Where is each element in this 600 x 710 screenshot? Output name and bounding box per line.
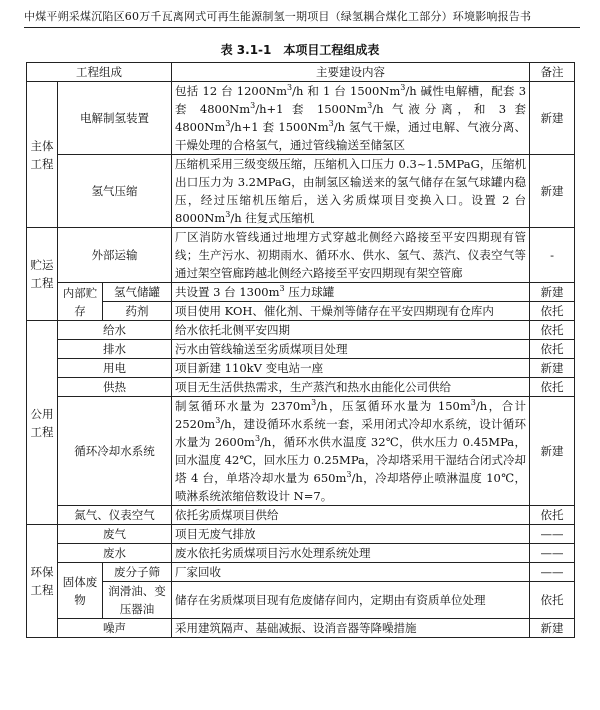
row-content: 污水由管线输送至劣质煤项目处理 <box>172 340 530 359</box>
row-note: 依托 <box>530 378 575 397</box>
row-name: 电解制氢装置 <box>58 82 172 155</box>
row-note: 新建 <box>530 359 575 378</box>
row-name: 润滑油、变压器油 <box>103 582 172 619</box>
group-public: 公用工程 <box>27 321 58 525</box>
row-content: 厂区消防水管线通过地埋方式穿越北侧经六路接至平安四期现有管线；生产污水、初期雨水、循环水、供水、氢气、蒸汽、仪表空气等通过架空管廊跨越北侧经六路接至平安四期现有架空管廊 <box>172 228 530 283</box>
table-row <box>27 321 575 340</box>
group-env: 环保工程 <box>27 525 58 638</box>
row-name: 供热 <box>58 378 172 397</box>
table-row <box>27 378 575 397</box>
row-note: —— <box>530 563 575 582</box>
row-name: 循环冷却水系统 <box>58 397 172 506</box>
table-header-row <box>27 63 575 82</box>
row-name: 用电 <box>58 359 172 378</box>
row-note: 新建 <box>530 619 575 638</box>
table-row <box>27 544 575 563</box>
row-name: 排水 <box>58 340 172 359</box>
row-note: 依托 <box>530 321 575 340</box>
row-note: 新建 <box>530 155 575 228</box>
row-name: 氮气、仪表空气 <box>58 506 172 525</box>
table-row <box>27 359 575 378</box>
row-name: 废分子筛 <box>103 563 172 582</box>
subgroup-inner-storage: 内部贮存 <box>58 283 103 321</box>
table-row <box>27 302 575 321</box>
row-note: 新建 <box>530 283 575 302</box>
header-composition: 工程组成 <box>27 63 172 82</box>
row-content: 给水依托北侧平安四期 <box>172 321 530 340</box>
header-divider <box>24 27 580 28</box>
row-note: —— <box>530 525 575 544</box>
table-row <box>27 582 575 619</box>
row-content: 依托劣质煤项目供给 <box>172 506 530 525</box>
row-note: 新建 <box>530 397 575 506</box>
row-content: 项目新建 110kV 变电站一座 <box>172 359 530 378</box>
table-row <box>27 619 575 638</box>
row-note: 依托 <box>530 506 575 525</box>
row-content: 废水依托劣质煤项目污水处理系统处理 <box>172 544 530 563</box>
row-content: 项目无废气排放 <box>172 525 530 544</box>
header-note: 备注 <box>530 63 575 82</box>
table-row <box>27 228 575 283</box>
document-running-header: 中煤平朔采煤沉陷区60万千瓦离网式可再生能源制氢一期项目（绿氢耦合煤化工部分）环境影响报告书 <box>24 10 532 23</box>
table-row <box>27 506 575 525</box>
table-row <box>27 397 575 506</box>
row-name: 给水 <box>58 321 172 340</box>
row-name: 噪声 <box>58 619 172 638</box>
subgroup-solid-waste: 固体废物 <box>58 563 103 619</box>
row-note: - <box>530 228 575 283</box>
table-row <box>27 563 575 582</box>
table-row <box>27 525 575 544</box>
group-storage: 贮运工程 <box>27 228 58 321</box>
row-name: 氢气储罐 <box>103 283 172 302</box>
project-composition-table <box>26 62 575 638</box>
row-content: 包括 12 台 1200Nm$^3$/h 和 1 台 1500Nm$^3$/h 碱性电解槽，配套 3 套 $4800Nm^3/h+1$ 套 1500Nm$^3$/h 气液分离，和 3 套 $4800Nm^3/h+1$ 套 1500Nm$^3$/h 氢气干燥，通过电解、气液分离、干燥处理的合格氢气，通过管线输送至储氢区 <box>172 82 530 155</box>
row-content: 项目使用 KOH、催化剂、干燥剂等储存在平安四期现有仓库内 <box>172 302 530 321</box>
row-name: 外部运输 <box>58 228 172 283</box>
row-note: —— <box>530 544 575 563</box>
row-content: 厂家回收 <box>172 563 530 582</box>
row-note: 依托 <box>530 340 575 359</box>
group-main: 主体工程 <box>27 82 58 228</box>
table-caption: 表 3.1-1 本项目工程组成表 <box>220 43 380 57</box>
row-note: 新建 <box>530 82 575 155</box>
row-name: 废水 <box>58 544 172 563</box>
header-content: 主要建设内容 <box>172 63 530 82</box>
row-note: 依托 <box>530 302 575 321</box>
row-content: 制氢循环水量为 $2370m^3/h$，压氢循环水量为 $150m^3/h$，合计 $2520m^3/h$，建设循环水系统一套，采用闭式冷却水系统，设计循环水量为 $2600m^3/h$，循环水供水温度 32℃，供水压力 0.45MPa，回水温度 42℃，回水压力 0.25MPa，冷却塔采用干湿结合闭式冷却塔 4 台，单塔冷却水量为 $650m^3/h$，冷却塔停止喷淋温度 10℃，喷淋系统浓缩倍数设计 N=7。 <box>172 397 530 506</box>
row-content: 共设置 3 台 $1300m^3$ 压力球罐 <box>172 283 530 302</box>
row-content: 采用建筑隔声、基础减振、设消音器等降噪措施 <box>172 619 530 638</box>
row-name: 药剂 <box>103 302 172 321</box>
row-content: 储存在劣质煤项目现有危废储存间内，定期由有资质单位处理 <box>172 582 530 619</box>
table-row <box>27 340 575 359</box>
table-row <box>27 82 575 155</box>
row-content: 项目无生活供热需求，生产蒸汽和热水由能化公司供给 <box>172 378 530 397</box>
row-content: 压缩机采用三级变级压缩，压缩机入口压力 0.3~1.5MPaG，压缩机出口压力为 3.2MPaG，由制氢区输送来的氢气储存在氢气球罐内稳压，经过压缩机压缩后，送入劣质煤项目变换入口。设置 2 台 8000Nm$^3$/h 往复式压缩机 <box>172 155 530 228</box>
table-row <box>27 155 575 228</box>
table-row <box>27 283 575 302</box>
row-note: 依托 <box>530 582 575 619</box>
row-name: 氢气压缩 <box>58 155 172 228</box>
row-name: 废气 <box>58 525 172 544</box>
